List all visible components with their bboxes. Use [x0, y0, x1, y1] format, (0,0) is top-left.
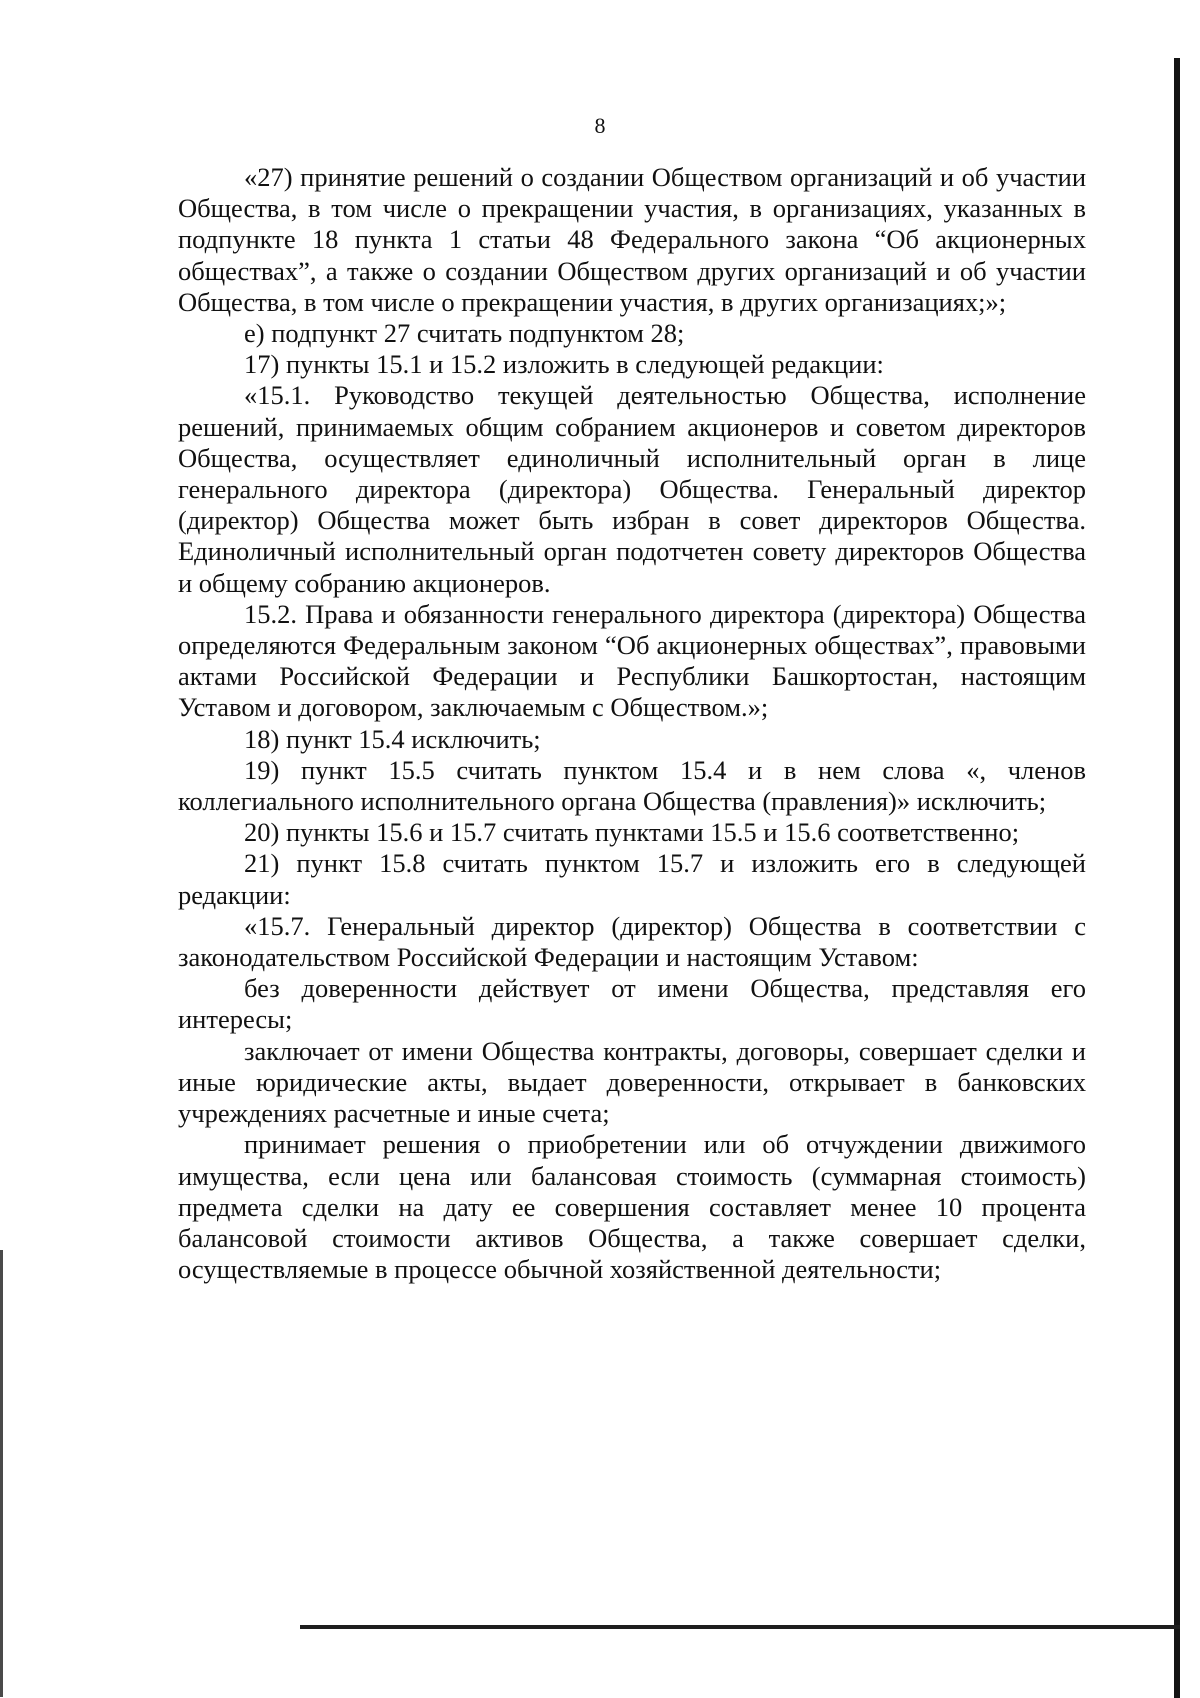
paragraph-21: 21) пункт 15.8 считать пунктом 15.7 и изложить его в следующей редакции: [178, 848, 1086, 910]
paragraph-15-1: «15.1. Руководство текущей деятельностью Общества, исполнение решений, принимаемых общим собранием акционеров и советом директоров Общества, осуществляет единоличный исполнительный орган в лице генерального директора (директора) Общества. Генеральный директор (директор) Общества может быть избран в совет директоров Общества. Единоличный исполнительный орган подотчетен совету директоров Общества и общему собранию акционеров. [178, 380, 1086, 598]
paragraph-power-3: принимает решения о приобретении или об отчуждении движимого имущества, если цена или балансовая стоимость (суммарная стоимость) предмета сделки на дату ее совершения составляет менее 10 процента балансовой стоимости активов Общества, а также совершает сделки, осуществляемые в процессе обычной хозяйственной деятельности; [178, 1129, 1086, 1285]
paragraph-15-2: 15.2. Права и обязанности генерального директора (директора) Общества определяются Федеральным законом “Об акционерных обществах”, правовыми актами Российской Федерации и Республики Башкортостан, настоящим Уставом и договором, заключаемым с Обществом.»; [178, 598, 1086, 723]
paragraph-19: 19) пункт 15.5 считать пунктом 15.4 и в нем слова «, членов коллегиального исполнительного органа Общества (правления)» исключить; [178, 754, 1086, 817]
paragraph-subitem-e: е) подпункт 27 считать подпунктом 28; [244, 318, 685, 349]
document-body [178, 162, 1086, 1285]
paragraph-18: 18) пункт 15.4 исключить; [244, 723, 541, 754]
page-number: 8 [594, 113, 606, 138]
paragraph-power-2: заключает от имени Общества контракты, договоры, совершает сделки и иные юридические акты, выдает доверенности, открывает в банковских учреждениях расчетные и иные счета; [178, 1035, 1086, 1129]
scan-edge-right [1174, 58, 1180, 1698]
paragraph-item-27: «27) принятие решений о создании Обществом организаций и об участии Общества, в том числе о прекращении участия, в организациях, указанных в подпункте 18 пункта 1 статьи 48 Федерального закона “Об акционерных обществах”, а также о создании Обществом других организаций и об участии Общества, в том числе о прекращении участия, в других организациях;»; [178, 162, 1086, 317]
paragraph-20: 20) пункты 15.6 и 15.7 считать пунктами 15.5 и 15.6 соответственно; [244, 817, 1020, 848]
scan-edge-bottom [300, 1625, 1180, 1629]
paragraph-power-1: без доверенности действует от имени Общества, представляя его интересы; [178, 973, 1086, 1035]
paragraph-15-7: «15.7. Генеральный директор (директор) Общества в соответствии с законодательством Российской Федерации и настоящим Уставом: [178, 910, 1086, 973]
paragraph-17: 17) пункты 15.1 и 15.2 изложить в следующей редакции: [244, 349, 884, 380]
scan-edge-left [0, 1250, 3, 1697]
